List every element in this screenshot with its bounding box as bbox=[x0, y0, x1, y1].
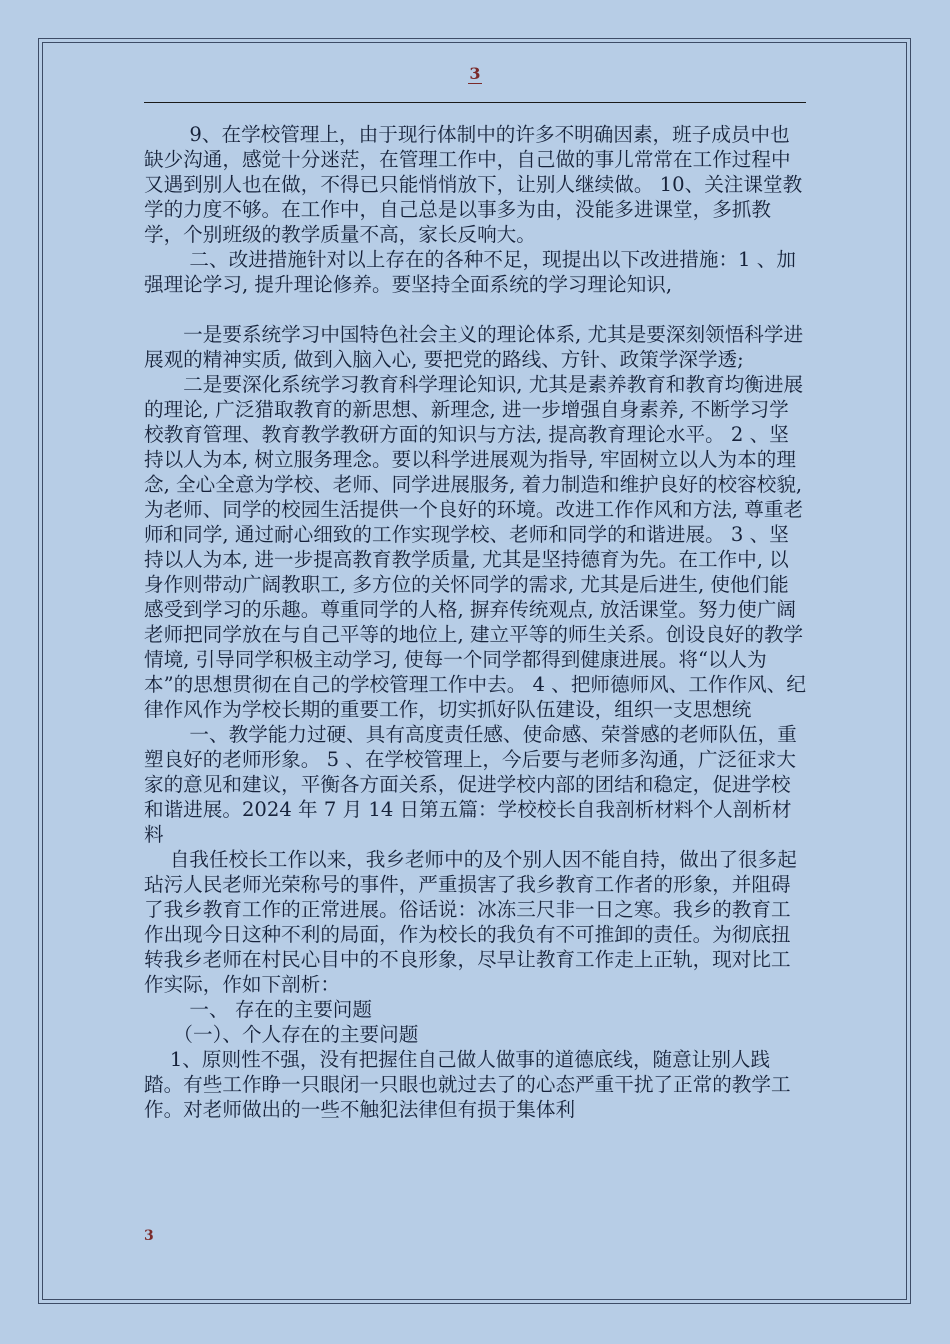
paragraph: 一是要系统学习中国特色社会主义的理论体系, 尤其是要深刻领悟科学进展观的精神实质, 做到入脑入心, 要把党的路线、方针、政策学深学透; bbox=[144, 323, 804, 371]
body-text bbox=[144, 122, 808, 1122]
header-page-number: 3 bbox=[469, 64, 481, 83]
paragraph: 二是要深化系统学习教育科学理论知识, 尤其是素养教育和教育均衡进展的理论, 广泛猎取教育的新思想、新理念, 进一步增强自身素养, 不断学习学校教育管理、教育教学教研方面的知识与方法, 提高教育理论水平。 2 、坚持以人为本, 树立服务理念。要以科学进展观为指导, 牢固树立以人为本的理念, 全心全意为学校、老师、同学进展服务, 着力制造和维护良好的校容校貌, 为老师、同学的校园生活提供一个良好的环境。改进工作作风和方法, 尊重老师和同学, 通过耐心细致的工作实现学校、老师和同学的和谐进展。 3 、坚持以人为本, 进一步提高教育教学质量, 尤其是坚持德育为先。在工作中, 以身作则带动广阔教职工, 多方位的关怀同学的需求, 尤其是后进生, 使他们能感受到学习的乐趣。尊重同学的人格, 摒弃传统观点, 放活课堂。努力使广阔老师把同学放在与自己平等的地位上, 建立平等的师生关系。创设良好的教学情境, 引导同学积极主动学习, 使每一个同学都得到健康进展。将“以人为本”的思想贯彻在自己的学校管理工作中去。 4 、把师德师风、工作作风、纪律作风作为学校长期的重要工作，切实抓好队伍建设，组织一支思想统 bbox=[144, 373, 806, 721]
section-heading: 一、 存在的主要问题 bbox=[144, 998, 372, 1021]
subsection-heading: （一）、个人存在的主要问题 bbox=[144, 1023, 419, 1046]
footer-page-number: 3 bbox=[144, 1228, 154, 1244]
blank-line bbox=[144, 297, 808, 322]
paragraph: 一、教学能力过硬、具有高度责任感、使命感、荣誉感的老师队伍，重塑良好的老师形象。 5 、在学校管理上，今后要与老师多沟通，广泛征求大家的意见和建议，平衡各方面关系，促进学校内部的团结和稳定，促进学校和谐进展。2024 年 7 月 14 日第五篇：学校校长自我剖析材料个人剖析材料 bbox=[144, 723, 797, 846]
paragraph: 二、改进措施针对以上存在的各种不足，现提出以下改进措施：1 、加强理论学习, 提升理论修养。要坚持全面系统的学习理论知识, bbox=[144, 248, 796, 296]
paragraph: 9、在学校管理上，由于现行体制中的许多不明确因素，班子成员中也缺少沟通，感觉十分迷茫，在管理工作中，自己做的事儿常常在工作过程中又遇到别人也在做，不得已只能悄悄放下，让别人继续做。 10、关注课堂教学的力度不够。在工作中，自己总是以事多为由，没能多进课堂，多抓教学，个别班级的教学质量不高，家长反响大。 bbox=[144, 123, 803, 246]
paragraph: 自我任校长工作以来，我乡老师中的及个别人因不能自持，做出了很多起玷污人民老师光荣称号的事件，严重损害了我乡教育工作者的形象，并阻碍了我乡教育工作的正常进展。俗话说：冰冻三尺非一日之寒。我乡的教育工作出现今日这种不利的局面，作为校长的我负有不可推卸的责任。为彻底扭转我乡老师在村民心目中的不良形象，尽早让教育工作走上正轨，现对比工作实际，作如下剖析： bbox=[144, 848, 797, 996]
header-rule bbox=[144, 102, 806, 103]
paragraph: 1、原则性不强，没有把握住自己做人做事的道德底线，随意让别人践踏。有些工作睁一只眼闭一只眼也就过去了的心态严重干扰了正常的教学工作。对老师做出的一些不触犯法律但有损于集体利 bbox=[144, 1048, 791, 1121]
